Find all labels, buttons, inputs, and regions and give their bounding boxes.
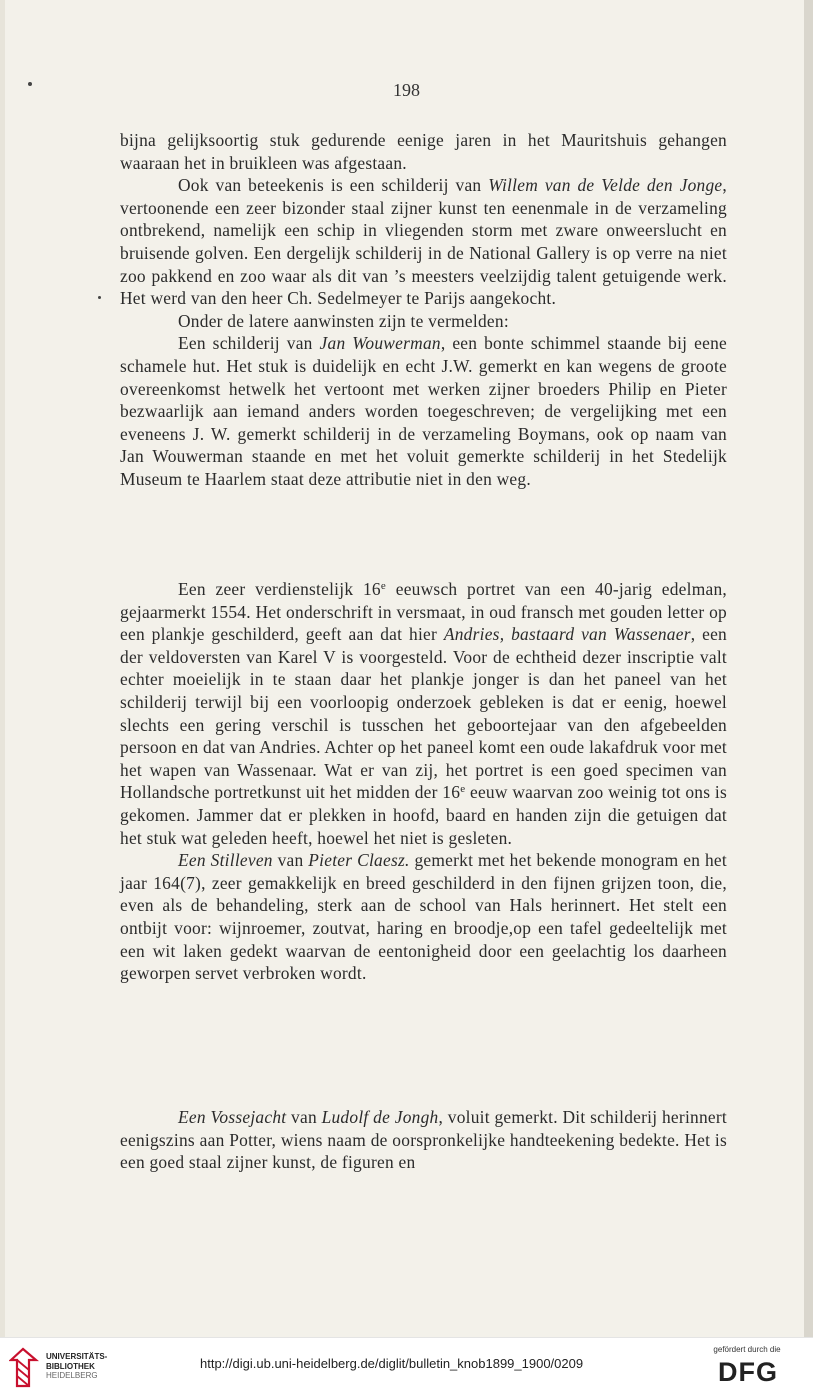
text-run: , een bonte schimmel staande bij eene schamele hut. Het stuk is duidelijk en echt J.W. gemerkt en kan wegens de groote overeenkomst hetwelk het vertoont met werken zijner broeders Philip en Pieter bezwaarlijk aan iemand anders worden toegeschreven; de vergelijking met een eveneens J. W. gemerkt schilderij in de verzameling Boymans, ook op naam van Jan Wouwerman staande en met het voluit gemerkte schilderij in het Stedelijk Museum te Haarlem staat deze attributie niet in den weg. [120, 333, 727, 489]
paragraph [120, 578, 727, 849]
italic-title: Een Vossejacht [178, 1107, 287, 1127]
library-name-line: HEIDELBERG [46, 1371, 98, 1380]
text-run: bijna gelijksoortig stuk gedurende eenige jaren in het Mauritshuis gehangen waaraan het in bruikleen was afgestaan. [120, 130, 727, 173]
paragraph [120, 129, 727, 174]
text-run: Een zeer verdienstelijk 16 [178, 579, 381, 599]
italic-title: Pieter Claesz. [308, 850, 410, 871]
text-run: van [272, 850, 309, 871]
library-name [46, 1352, 107, 1381]
text-run: eeuw waarvan zoo weinig tot ons is gekomen. Jammer dat er plekken in hoofd, baard en handen zijn die getuigen dat het stuk wat geleden heeft, hoewel het niet is gesleten. [120, 782, 727, 848]
funding-note: gefördert durch die [713, 1345, 781, 1354]
italic-title: Andries, bastaard van Wassenaer [443, 624, 691, 645]
italic-title: Een Stilleven [178, 850, 273, 871]
text-run: Ook van beteekenis is een schilderij van [178, 175, 489, 196]
text-block-3 [120, 1106, 727, 1174]
italic-title: Ludolf de Jongh [321, 1107, 439, 1127]
permalink-url[interactable]: http://digi.ub.uni-heidelberg.de/diglit/bulletin_knob1899_1900/0209 [200, 1356, 584, 1371]
page-number: 198 [393, 80, 420, 100]
viewer-footer [0, 1337, 813, 1398]
library-name-line: UNIVERSITÄTS- [46, 1352, 108, 1361]
text-block-2 [120, 578, 727, 985]
paragraph [120, 332, 727, 490]
library-name-line: BIBLIOTHEK [46, 1361, 95, 1371]
paragraph [120, 310, 727, 333]
text-run: van [286, 1107, 322, 1127]
text-run: Een schilderij van [178, 333, 320, 354]
page-edge-left [0, 0, 5, 1337]
superscript: e [460, 783, 466, 796]
paragraph [120, 1106, 727, 1174]
paragraph [120, 849, 727, 985]
superscript: e [380, 580, 387, 592]
university-library-logo-icon [9, 1346, 39, 1388]
text-run: , vertoonende een zeer bizonder staal zijner kunst ten eenenmale in de verzameling ontbrekend, namelijk een schip in vliegenden storm met zware onweerslucht en bruisende golven. Een dergelijk schilderij in de National Gallery is op verre na niet zoo pakkend en zoo waar als dit van ’s meesters veelzijdig talent getuigende werk. Het werd van den heer Ch. Sedelmeyer te Parijs aangekocht. [120, 175, 727, 309]
text-run: eeuwsch portret van een 40-jarig edelman, gejaarmerkt 1554. Het onderschrift in versmaat, in oud fransch met gouden letter op een plankje geschilderd, geeft aan dat hier [120, 579, 727, 645]
page-edge-right [804, 0, 813, 1337]
margin-mark [98, 296, 101, 299]
italic-title: Jan Wouwerman [319, 333, 441, 354]
dfg-logo: DFG [718, 1357, 778, 1387]
text-run: , voluit gemerkt. Dit schilderij herinnert eenigszins aan Potter, wiens naam de oorspronkelijke handteekening bedekte. Het is een goed staal zijner kunst, de figuren en [120, 1107, 728, 1173]
text-block-1 [120, 129, 727, 491]
text-run: Onder de latere aanwinsten zijn te vermelden: [178, 310, 509, 331]
paragraph [120, 174, 727, 310]
text-run: gemerkt met het bekende monogram en het jaar 164(7), zeer gemakkelijk en breed geschilderd in den fijnen grijzen toon, die, even als de behandeling, sterk aan de school van Hals herinnert. Het stelt een ontbijt voor: wijnroemer, zoutvat, haring en broodje,op een tafel gedeeltelijk met een wit laken gedekt waarvan de eentonigheid door een geelachtig los daarheen geworpen servet verbroken wordt. [120, 850, 727, 984]
italic-title: Willem van de Velde den Jonge [488, 175, 723, 196]
text-run: , een der veldoversten van Karel V is voorgesteld. Voor de echtheid dezer inscriptie valt echter moeielijk in te staan daar het plankje jonger is dan het paneel van het schilderij terwijl bij een voorloopig onderzoek gebleken is dat er eenig, hoewel slechts een gering verschil is tusschen het geboortejaar van den afgebeelden persoon en dat van Andries. Achter op het paneel komt een oude lakafdruk voor met het wapen van Wassenaar. Wat er van zij, het portret is een goed specimen van Hollandsche portretkunst uit het midden der 16 [120, 624, 727, 803]
